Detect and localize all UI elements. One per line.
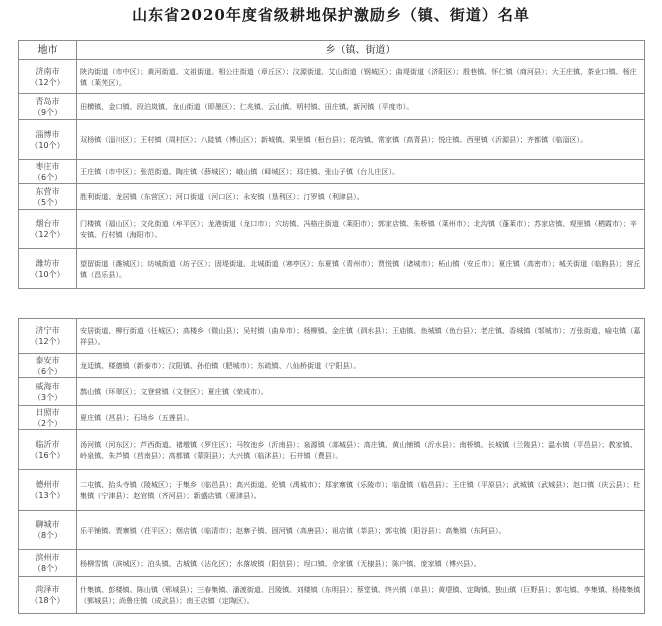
page-title: 山东省2020年度省级耕地保护激励乡（镇、街道）名单 bbox=[132, 6, 530, 24]
city-name: 德州市 bbox=[35, 480, 60, 489]
towns-cell: 王庄镇（市中区）；张范街道、陶庄镇（薛城区）；峨山镇（峄城区）；邳庄镇、张山子镇（台儿庄区）。 bbox=[77, 160, 645, 184]
city-name: 烟台市 bbox=[35, 219, 60, 228]
city-count: （6个） bbox=[32, 172, 63, 182]
city-name: 淄博市 bbox=[35, 129, 60, 139]
towns-cell: 乐平铺镇、贾寨镇（茌平区）；烟店镇（临清市）；赵寨子镇、固河镇（高唐县）；祖店镇（莘县）；郭屯镇（阳谷县）；高集镇（东阿县）。 bbox=[77, 511, 645, 550]
city-name: 滨州市 bbox=[35, 553, 60, 562]
table-row bbox=[19, 577, 645, 614]
city-name: 威海市 bbox=[35, 381, 60, 391]
towns-cell: 门楼镇（福山区）；文化街道（牟平区）；龙港街道（龙口市）；穴坊镇、冯格庄街道（莱阳市）；郭家店镇、朱桥镇（莱州市）；北沟镇（蓬莱市）；苏家店镇、观里镇（栖霞市）；辛安镇、行村镇（海阳市）。 bbox=[77, 210, 645, 249]
city-cell bbox=[19, 94, 77, 120]
table-part-1 bbox=[18, 40, 645, 289]
header-city: 地市 bbox=[19, 41, 77, 60]
table-header-row bbox=[19, 41, 645, 60]
city-count: （6个） bbox=[32, 366, 63, 376]
table-row bbox=[19, 160, 645, 184]
city-cell bbox=[19, 354, 77, 378]
city-cell bbox=[19, 60, 77, 94]
city-name: 菏泽市 bbox=[35, 585, 60, 594]
towns-cell: 陕沟街道（市中区）；黄河街道、文祖街道、相公庄街道（章丘区）；汶源街道、艾山街道（钢城区）；曲堤街道（济阳区）；殷巷镇、怀仁镇（商河县）；大王庄镇、茶业口镇、杨庄镇（莱芜区）。 bbox=[77, 60, 645, 94]
table-part-2 bbox=[18, 318, 645, 614]
towns-cell: 什集镇、彭楼镇、陈山镇（郓城县）；三春集镇、潘渡街道、吕陵镇、刘楼镇（东明县）；蔡堂镇、终兴镇（单县）；黄堽镇、定陶镇、独山镇（巨野县）；郭屯镇、李集镇、杨楼集镇（鄄城县）；尚鲁庄镇（成武县）；南王店镇（定陶区）。 bbox=[77, 577, 645, 614]
towns-cell: 二屯镇、抬头寺镇（陵城区）；于集乡（临邑县）；高兴街道、伦镇（禹城市）；郑家寨镇（乐陵市）；临盘镇（临邑县）；王庄镇（平原县）；武城镇（武城县）；赵口镇（庆云县）；杜集镇（宁津县）；赵官镇（齐河县）；新盛店镇（夏津县）。 bbox=[77, 470, 645, 511]
header-towns: 乡（镇、街道） bbox=[77, 41, 645, 60]
table-row bbox=[19, 94, 645, 120]
table-row bbox=[19, 406, 645, 430]
city-cell bbox=[19, 249, 77, 289]
city-name: 济宁市 bbox=[35, 326, 60, 335]
city-count: （3个） bbox=[32, 392, 63, 402]
city-count: （2个） bbox=[32, 418, 63, 428]
city-name: 临沂市 bbox=[35, 439, 60, 449]
towns-cell: 田横镇、金口镇、段泊岚镇、龙山街道（即墨区）；仁兆镇、云山镇、明村镇、田庄镇、新河镇（平度市）。 bbox=[77, 94, 645, 120]
city-name: 济南市 bbox=[35, 66, 60, 76]
city-count: （18个） bbox=[30, 596, 65, 605]
city-cell bbox=[19, 319, 77, 354]
towns-cell: 鹊山镇（环翠区）；文登营镇（文登区）；夏庄镇（荣成市）。 bbox=[77, 378, 645, 406]
city-count: （13个） bbox=[30, 491, 65, 500]
table-row bbox=[19, 184, 645, 210]
city-cell bbox=[19, 210, 77, 249]
city-cell bbox=[19, 160, 77, 184]
city-name: 枣庄市 bbox=[35, 161, 60, 171]
city-count: （12个） bbox=[30, 230, 65, 239]
city-name: 东营市 bbox=[35, 186, 60, 196]
city-cell bbox=[19, 406, 77, 430]
city-name: 聊城市 bbox=[35, 520, 60, 529]
table-row bbox=[19, 354, 645, 378]
towns-cell: 龙廷镇、楼德镇（新泰市）；汶阳镇、孙伯镇（肥城市）；东疏镇、八仙桥街道（宁阳县）。 bbox=[77, 354, 645, 378]
city-cell bbox=[19, 511, 77, 550]
towns-cell: 胜利街道、龙居镇（东营区）；河口街道（河口区）；永安镇（垦利区）；汀罗镇（利津县）。 bbox=[77, 184, 645, 210]
towns-cell: 夏庄镇（莒县）；石场乡（五莲县）。 bbox=[77, 406, 645, 430]
towns-cell: 望留街道（潍城区）；坊城街道（坊子区）；固堤街道、北城街道（寒亭区）；东夏镇（青州市）；贾悦镇（诸城市）；柘山镇（安丘市）；夏庄镇（高密市）；城关街道（临朐县）；营丘镇（昌乐县）。 bbox=[77, 249, 645, 289]
city-count: （10个） bbox=[30, 140, 65, 150]
city-count: （10个） bbox=[30, 269, 65, 279]
table-row bbox=[19, 550, 645, 577]
city-name: 青岛市 bbox=[35, 96, 60, 106]
city-cell bbox=[19, 430, 77, 470]
city-count: （9个） bbox=[32, 107, 63, 117]
city-cell bbox=[19, 550, 77, 577]
towns-cell: 杨柳雪镇（滨城区）；泊头镇、古城镇（沾化区）；水落坡镇（阳信县）；埕口镇、佘家镇（无棣县）；陈户镇、庞家镇（博兴县）。 bbox=[77, 550, 645, 577]
city-count: （16个） bbox=[30, 450, 65, 460]
table-row bbox=[19, 511, 645, 550]
towns-cell: 安居街道、柳行街道（任城区）；高楼乡（微山县）；吴村镇（曲阜市）；杨柳镇、金庄镇（泗水县）；王庙镇、鱼城镇（鱼台县）；老庄镇、香城镇（邹城市）；万张街道、喻屯镇（嘉祥县）。 bbox=[77, 319, 645, 354]
towns-cell: 双杨镇（淄川区）；王村镇（周村区）；八陡镇（博山区）；新城镇、果里镇（桓台县）；花沟镇、常家镇（高青县）；悦庄镇、西里镇（沂源县）；齐都镇（临淄区）。 bbox=[77, 120, 645, 160]
city-count: （8个） bbox=[32, 531, 63, 540]
city-cell bbox=[19, 184, 77, 210]
city-name: 潍坊市 bbox=[35, 258, 60, 268]
city-cell bbox=[19, 120, 77, 160]
city-count: （12个） bbox=[30, 77, 65, 87]
table-row bbox=[19, 378, 645, 406]
table-row bbox=[19, 470, 645, 511]
city-cell bbox=[19, 577, 77, 614]
city-name: 泰安市 bbox=[35, 355, 60, 365]
table-row bbox=[19, 120, 645, 160]
table-row bbox=[19, 249, 645, 289]
table-row bbox=[19, 210, 645, 249]
city-count: （8个） bbox=[32, 564, 63, 573]
towns-cell: 汤河镇（河东区）；芦西街道、褚墩镇（罗庄区）；马牧池乡（沂南县）；泉源镇（郯城县）；高庄镇、黄山铺镇（沂水县）；南桥镇、长城镇（兰陵县）；温水镇（平邑县）；教家镇、岭泉镇、朱芦镇（莒南县）；高都镇（蒙阴县）；大兴镇（临沭县）；石井镇（费县）。 bbox=[77, 430, 645, 470]
city-cell bbox=[19, 470, 77, 511]
city-cell bbox=[19, 378, 77, 406]
table-row bbox=[19, 430, 645, 470]
city-count: （12个） bbox=[30, 337, 65, 346]
table-row bbox=[19, 60, 645, 94]
table-row bbox=[19, 319, 645, 354]
city-count: （5个） bbox=[32, 197, 63, 207]
city-name: 日照市 bbox=[35, 407, 60, 417]
